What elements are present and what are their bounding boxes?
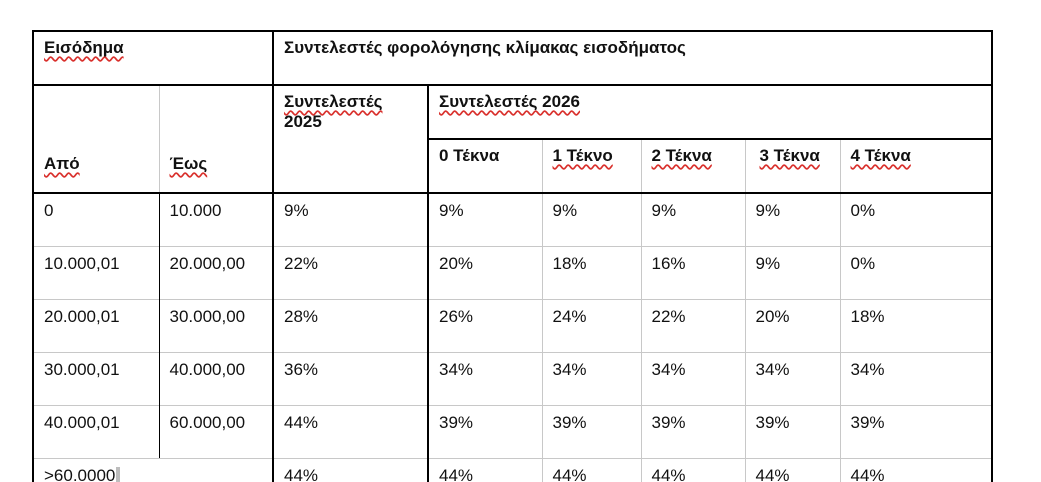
header-row-2 <box>33 85 992 139</box>
row-to: 40.000,00 <box>159 353 273 406</box>
row-rate-0-children: 9% <box>428 193 542 247</box>
row-to: 20.000,00 <box>159 247 273 300</box>
row-rate-3-children: 34% <box>745 353 840 406</box>
row-from: 20.000,01 <box>33 300 159 353</box>
row-rate-1-child: 24% <box>542 300 641 353</box>
table-row <box>33 247 992 300</box>
income-header-cell <box>33 31 273 85</box>
row-rate-4-children: 0% <box>840 193 992 247</box>
tax-rates-table <box>32 30 993 482</box>
row-rate-2-children: 34% <box>641 353 745 406</box>
row-to: 30.000,00 <box>159 300 273 353</box>
rates-2026-header-cell <box>428 85 992 139</box>
row-rate-2025: 44% <box>273 459 428 482</box>
row-rate-2-children: 9% <box>641 193 745 247</box>
children-1-header: 1 Τέκνο <box>552 146 613 165</box>
row-rate-2-children: 22% <box>641 300 745 353</box>
income-header: Εισόδημα <box>44 38 124 57</box>
row-rate-0-children: 26% <box>428 300 542 353</box>
to-header-cell <box>159 85 273 193</box>
row-rate-4-children: 39% <box>840 406 992 459</box>
row-rate-1-child: 39% <box>542 406 641 459</box>
row-rate-2025: 22% <box>273 247 428 300</box>
from-header-cell <box>33 85 159 193</box>
table-row <box>33 193 992 247</box>
children-0-header: 0 Τέκνα <box>439 146 500 165</box>
children-1-header-cell <box>542 139 641 193</box>
row-rate-2025: 36% <box>273 353 428 406</box>
children-4-header-cell <box>840 139 992 193</box>
row-from: >60.0000 <box>44 466 116 482</box>
rates-2025-line2: 2025 <box>284 112 322 131</box>
rates-2025-header-cell <box>273 85 428 193</box>
row-to: 10.000 <box>159 193 273 247</box>
row-rate-2-children: 16% <box>641 247 745 300</box>
rates-2026-header: Συντελεστές 2026 <box>439 92 580 111</box>
children-0-header-cell <box>428 139 542 193</box>
children-4-header: 4 Τέκνα <box>850 146 911 165</box>
row-to: 60.000,00 <box>159 406 273 459</box>
row-rate-2-children: 39% <box>641 406 745 459</box>
row-rate-1-child: 9% <box>542 193 641 247</box>
row-rate-3-children: 20% <box>745 300 840 353</box>
row-rate-4-children: 18% <box>840 300 992 353</box>
row-rate-0-children: 39% <box>428 406 542 459</box>
row-rate-2025: 44% <box>273 406 428 459</box>
children-2-header: 2 Τέκνα <box>651 146 712 165</box>
row-rate-0-children: 20% <box>428 247 542 300</box>
row-rate-0-children: 44% <box>428 459 542 482</box>
row-rate-3-children: 39% <box>745 406 840 459</box>
table-row <box>33 459 992 482</box>
text-cursor <box>116 467 120 482</box>
rates-2025-line1: Συντελεστές <box>284 92 383 111</box>
row-rate-3-children: 9% <box>745 247 840 300</box>
children-2-header-cell <box>641 139 745 193</box>
table-row <box>33 300 992 353</box>
children-3-header: 3 Τέκνα <box>759 146 820 165</box>
row-from: 30.000,01 <box>33 353 159 406</box>
row-rate-1-child: 34% <box>542 353 641 406</box>
row-rate-1-child: 18% <box>542 247 641 300</box>
row-from: 0 <box>33 193 159 247</box>
row-rate-0-children: 34% <box>428 353 542 406</box>
row-rate-2025: 9% <box>273 193 428 247</box>
row-rate-4-children: 34% <box>840 353 992 406</box>
row-rate-4-children: 0% <box>840 247 992 300</box>
row-rate-2-children: 44% <box>641 459 745 482</box>
row-from: 10.000,01 <box>33 247 159 300</box>
to-header: Έως <box>169 154 208 173</box>
row-rate-1-child: 44% <box>542 459 641 482</box>
from-header: Από <box>44 154 80 173</box>
row-rate-3-children: 44% <box>745 459 840 482</box>
row-rate-2025: 28% <box>273 300 428 353</box>
row-from: 40.000,01 <box>33 406 159 459</box>
row-from-cell <box>33 459 273 482</box>
table-row <box>33 406 992 459</box>
row-rate-3-children: 9% <box>745 193 840 247</box>
rates-title-cell <box>273 31 992 85</box>
row-rate-4-children: 44% <box>840 459 992 482</box>
rates-title: Συντελεστές φορολόγησης κλίμακας εισοδήματος <box>284 38 686 57</box>
children-3-header-cell <box>745 139 840 193</box>
header-row-1 <box>33 31 992 85</box>
table-row <box>33 353 992 406</box>
